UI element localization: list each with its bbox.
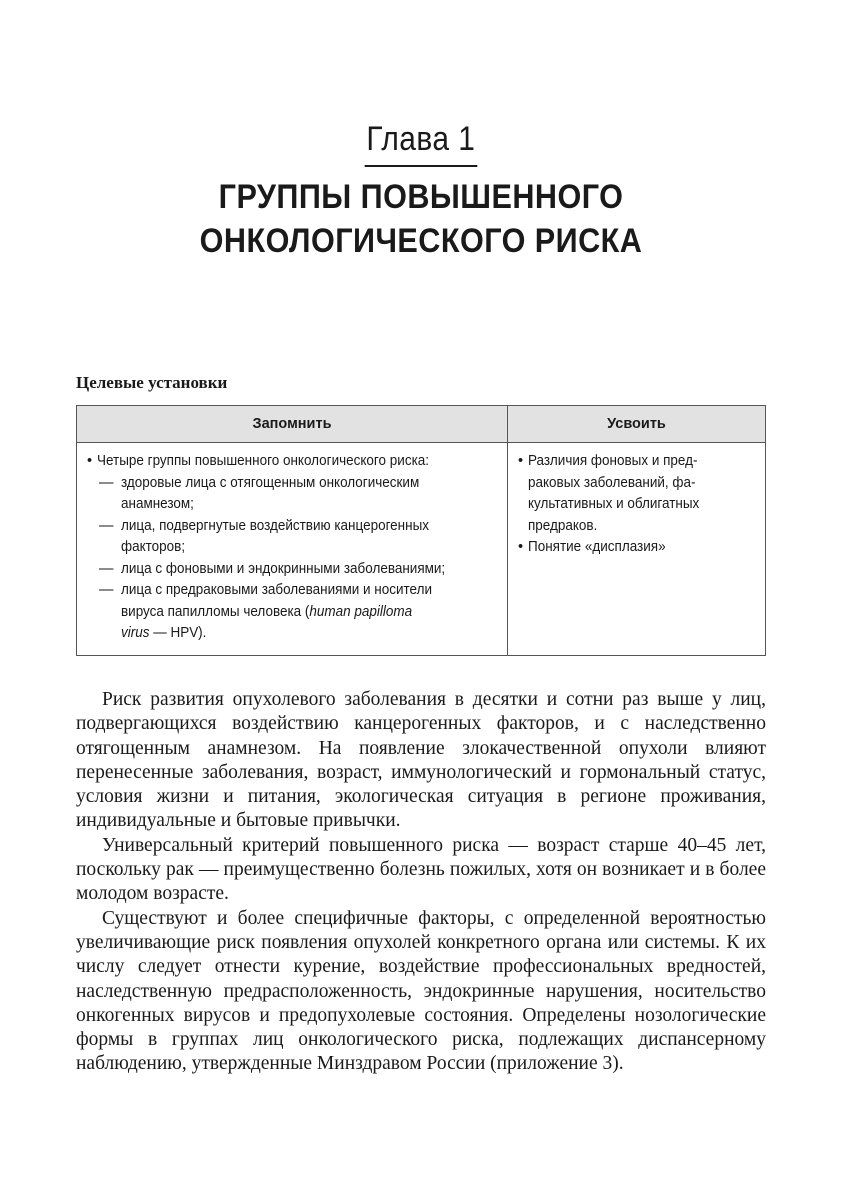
hpv-latin-term-end: virus	[121, 625, 150, 641]
goals-table-header-row	[77, 406, 766, 443]
list-item: — лица с фоновыми и эндокринными заболеваниями;	[87, 559, 497, 581]
hpv-latin-term: human papilloma	[309, 603, 413, 620]
list-item-continuation: факторов;	[121, 539, 186, 555]
list-item-continuation: раковых заболеваний, фа-	[528, 474, 696, 491]
list-item: — здоровые лица с отягощенным онкологическим	[87, 473, 497, 495]
hpv-abbreviation: — HPV).	[149, 625, 207, 641]
chapter-title	[0, 175, 842, 263]
column-header-learn: Усвоить	[508, 406, 766, 443]
list-item: • Четыре группы повышенного онкологического риска:	[87, 451, 497, 473]
list-item-continuation: предраков.	[528, 517, 598, 534]
list-item: • Понятие «дисплазия»	[518, 537, 755, 559]
goals-heading: Целевые установки	[76, 373, 228, 392]
chapter-title-line-1: ГРУППЫ ПОВЫШЕННОГО	[218, 178, 624, 216]
chapter-number: Глава 1	[365, 120, 477, 167]
remember-cell	[77, 443, 508, 656]
body-text	[76, 688, 766, 1077]
column-header-remember: Запомнить	[77, 406, 508, 443]
list-item-continuation: анамнезом;	[121, 496, 194, 512]
paragraph-1: Риск развития опухолевого заболевания в десятки и сотни раз выше у лиц, подвергающихся воздействию канцерогенных факторов, и с наследственно отягощенным анамнезом. На появление злокачественной опухоли влияют перенесенные заболевания, возраст, иммунологический и гормональный статус, условия жизни и питания, экологическая ситуация в регионе проживания, индивидуальные и бытовые привычки.	[76, 689, 766, 832]
list-item-continuation	[87, 602, 497, 624]
chapter-label	[0, 120, 842, 167]
list-item-continuation	[87, 623, 497, 645]
goals-table-row	[77, 443, 766, 656]
list-item-continuation: культативных и облигатных	[528, 496, 700, 512]
list-item: • Различия фоновых и пред-	[518, 451, 755, 473]
list-item: — лица с предраковыми заболеваниями и носители	[87, 580, 497, 602]
hpv-text: вируса папилломы человека (	[121, 603, 310, 620]
paragraph-2: Универсальный критерий повышенного риска — возраст старше 40–45 лет, поскольку рак — преимущественно болезнь пожилых, хотя он возникает и в более молодом возрасте.	[76, 834, 766, 905]
paragraph-3: Существуют и более специфичные факторы, с определенной вероятностью увеличивающие риск появления опухолей конкретного органа или системы. К их числу следует отнести курение, воздействие профессиональных вредностей, наследственную предрасположенность, эндокринные нарушения, носительство онкогенных вирусов и предопухолевые состояния. Определены нозологические формы в группах лиц онкологического риска, подлежащих диспансерному наблюдению, утвержденные Минздравом России (приложение 3).	[76, 907, 766, 1075]
learn-cell	[508, 443, 766, 656]
list-item: — лица, подвергнутые воздействию канцерогенных	[87, 516, 497, 538]
goals-table	[76, 405, 766, 656]
chapter-title-line-2: ОНКОЛОГИЧЕСКОГО РИСКА	[199, 222, 643, 260]
